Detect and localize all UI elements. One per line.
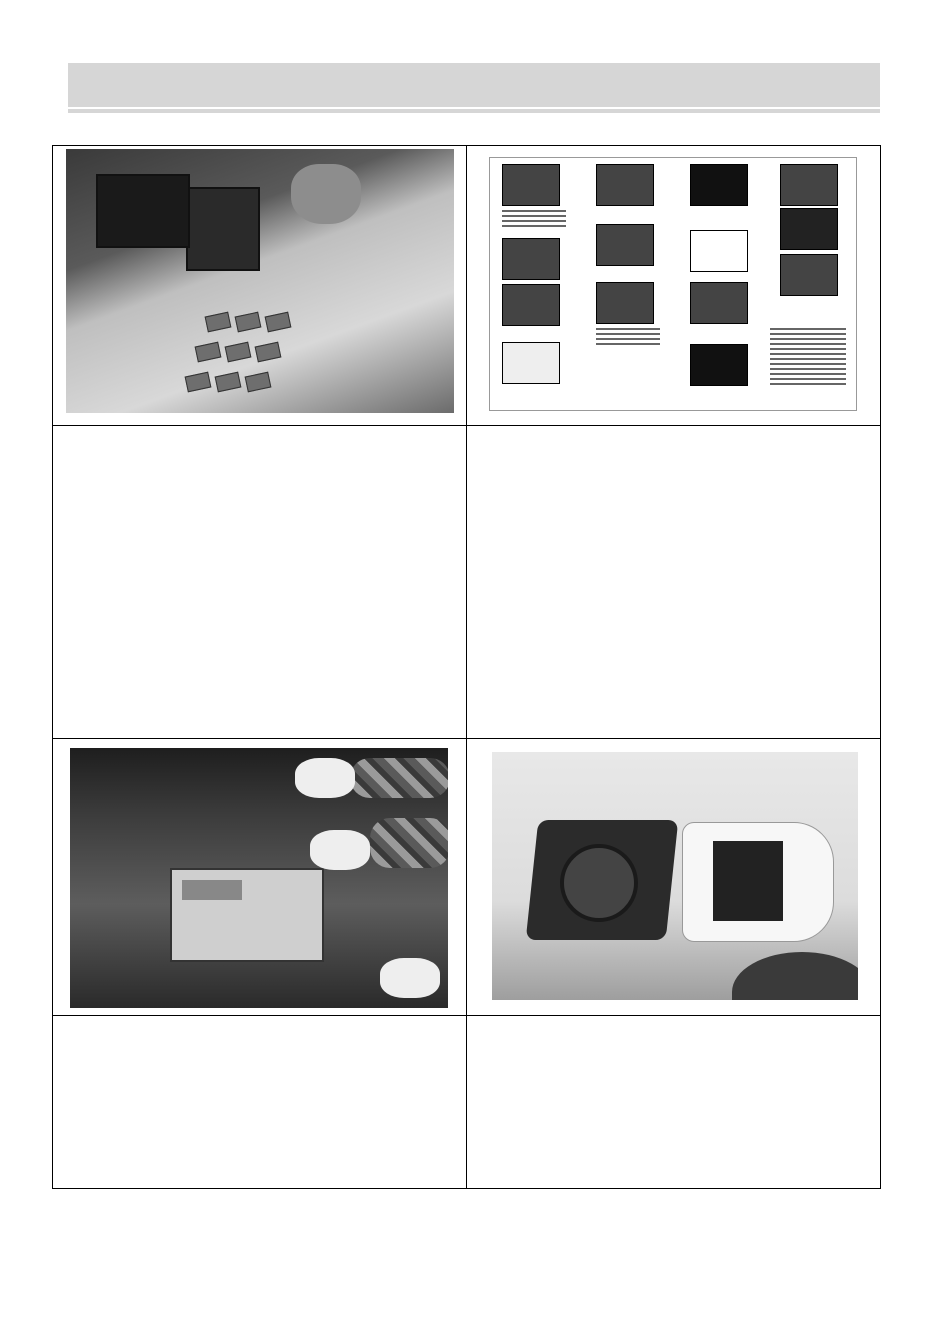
fuel-cap <box>560 844 638 922</box>
relay-block-dark <box>96 174 190 248</box>
glove <box>295 758 355 798</box>
cell-fuel-cap <box>467 739 880 1015</box>
cell-manual-page <box>467 146 880 425</box>
fuse-box-photo <box>66 149 454 413</box>
manual-page-photo <box>489 157 857 411</box>
section-header-bar <box>68 63 880 107</box>
cell-battery <box>53 739 466 1015</box>
fuel-label-sticker <box>713 841 783 921</box>
relay-block <box>186 187 260 271</box>
fuse <box>195 342 222 363</box>
fuse <box>225 342 252 363</box>
fuse <box>205 312 232 333</box>
fuse <box>245 372 272 393</box>
fuse <box>265 312 292 333</box>
caption-cell-3 <box>53 1016 466 1188</box>
glove <box>380 958 440 998</box>
header-rule <box>68 109 880 113</box>
fuel-door <box>682 822 834 942</box>
caption-cell-4 <box>467 1016 880 1188</box>
cell-fuse-box <box>53 146 466 425</box>
fuel-cap-photo <box>492 752 858 1000</box>
fuse <box>185 372 212 393</box>
battery-photo <box>70 748 448 1008</box>
car-battery <box>170 868 324 962</box>
fuse <box>255 342 282 363</box>
caption-cell-2 <box>467 426 880 738</box>
photo-grid <box>52 145 881 1189</box>
glove <box>310 830 370 870</box>
fuse <box>215 372 242 393</box>
finger <box>291 164 361 224</box>
tire <box>732 952 858 1000</box>
caption-cell-1 <box>53 426 466 738</box>
fuse <box>235 312 262 333</box>
